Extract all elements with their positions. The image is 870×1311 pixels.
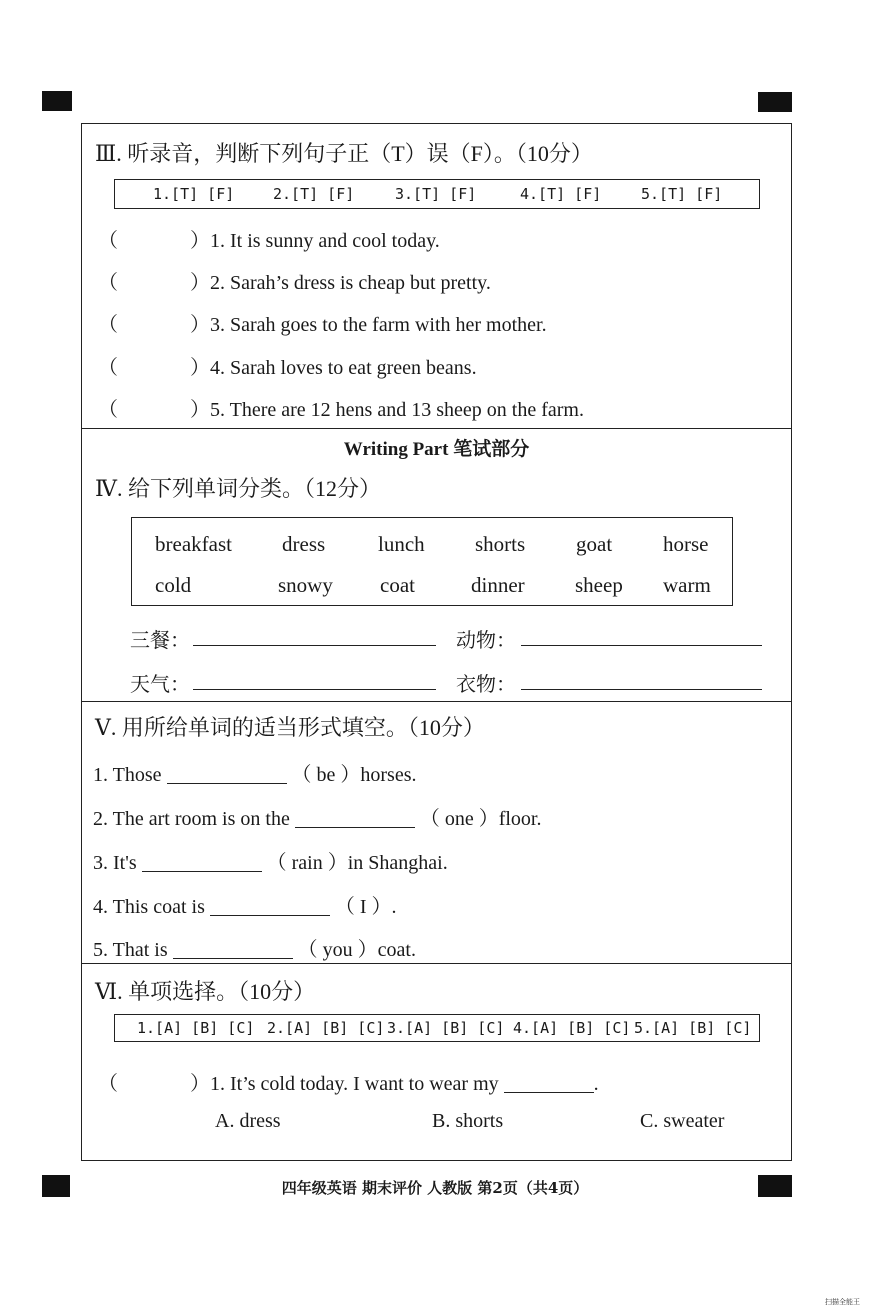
tf-item-5: （ ）5. There are 12 hens and 13 sheep on the farm. bbox=[98, 399, 584, 421]
word-cold: cold bbox=[155, 573, 192, 597]
fill-item-1: 1. Those （ be ）horses. bbox=[93, 764, 417, 786]
section-4-title: Ⅳ. 给下列单词分类。（12分） bbox=[95, 476, 381, 501]
fill-item-4: 4. This coat is （ I ）. bbox=[93, 896, 397, 918]
category-clothes-label: 衣物： bbox=[456, 674, 516, 696]
option-a[interactable]: A. dress bbox=[215, 1110, 281, 1132]
fill-blank-2[interactable] bbox=[295, 807, 415, 828]
word-snowy: snowy bbox=[278, 573, 333, 597]
fill-item-2: 2. The art room is on the （ one ）floor. bbox=[93, 808, 542, 830]
bubble-3[interactable]: 3.[T] [F] bbox=[395, 185, 477, 203]
tf-item-3: （ ）3. Sarah goes to the farm with her mother. bbox=[98, 314, 547, 336]
page-footer: 四年级英语 期末评价 人教版 第2页（共4页） bbox=[281, 1179, 589, 1197]
fill-item-5: 5. That is （ you ）coat. bbox=[93, 939, 416, 961]
section-3 bbox=[82, 124, 791, 429]
bubble-abc-3[interactable]: 3.[A] [B] [C] bbox=[387, 1019, 505, 1037]
word-dress: dress bbox=[282, 532, 326, 556]
category-animals-label: 动物： bbox=[456, 630, 516, 652]
tf-item-4: （ ）4. Sarah loves to eat green beans. bbox=[98, 357, 477, 379]
section-6-title: Ⅵ. 单项选择。（10分） bbox=[95, 979, 316, 1004]
answer-bubbles-abc bbox=[114, 1014, 760, 1042]
bubble-abc-1[interactable]: 1.[A] [B] [C] bbox=[137, 1019, 255, 1037]
category-clothes-line[interactable] bbox=[521, 689, 762, 690]
category-weather-label: 天气： bbox=[130, 674, 190, 696]
choice-blank-1[interactable] bbox=[504, 1072, 594, 1093]
word-breakfast: breakfast bbox=[155, 532, 232, 556]
bubble-abc-5[interactable]: 5.[A] [B] [C] bbox=[634, 1019, 752, 1037]
word-dinner: dinner bbox=[471, 573, 525, 597]
bubble-5[interactable]: 5.[T] [F] bbox=[641, 185, 723, 203]
fill-blank-1[interactable] bbox=[167, 763, 287, 784]
fill-blank-5[interactable] bbox=[173, 938, 293, 959]
registration-mark-top-left bbox=[42, 91, 72, 111]
bubble-abc-2[interactable]: 2.[A] [B] [C] bbox=[267, 1019, 385, 1037]
tf-item-2: （ ）2. Sarah’s dress is cheap but pretty. bbox=[98, 272, 491, 294]
bubble-1[interactable]: 1.[T] [F] bbox=[153, 185, 235, 203]
section-3-title: Ⅲ. 听录音，判断下列句子正（T）误（F）。（10分） bbox=[95, 141, 593, 166]
option-b[interactable]: B. shorts bbox=[432, 1110, 504, 1132]
tf-item-1: （ ）1. It is sunny and cool today. bbox=[98, 230, 440, 252]
category-meals-line[interactable] bbox=[193, 645, 436, 646]
category-weather-line[interactable] bbox=[193, 689, 436, 690]
choice-question-1: （ ）1. It’s cold today. I want to wear my . bbox=[98, 1073, 599, 1095]
word-horse: horse bbox=[663, 532, 709, 556]
category-meals-label: 三餐： bbox=[130, 630, 190, 652]
word-coat: coat bbox=[380, 573, 415, 597]
category-animals-line[interactable] bbox=[521, 645, 762, 646]
section-6 bbox=[82, 964, 791, 1162]
exam-frame bbox=[81, 123, 792, 1161]
word-lunch: lunch bbox=[378, 532, 425, 556]
fill-blank-3[interactable] bbox=[142, 851, 262, 872]
registration-mark-top-right bbox=[758, 92, 792, 112]
section-4 bbox=[82, 429, 791, 702]
section-5 bbox=[82, 702, 791, 964]
word-goat: goat bbox=[576, 532, 613, 556]
word-bank bbox=[131, 517, 733, 606]
fill-blank-4[interactable] bbox=[210, 895, 330, 916]
word-shorts: shorts bbox=[475, 532, 526, 556]
word-warm: warm bbox=[663, 573, 711, 597]
option-c[interactable]: C. sweater bbox=[640, 1110, 725, 1132]
bubble-2[interactable]: 2.[T] [F] bbox=[273, 185, 355, 203]
word-sheep: sheep bbox=[575, 573, 623, 597]
answer-bubbles-tf bbox=[114, 179, 760, 209]
fill-item-3: 3. It's （ rain ）in Shanghai. bbox=[93, 852, 448, 874]
writing-part-title: Writing Part 笔试部分 bbox=[343, 439, 530, 460]
bubble-abc-4[interactable]: 4.[A] [B] [C] bbox=[513, 1019, 631, 1037]
scanner-watermark: 扫描全能王 bbox=[825, 1298, 860, 1306]
section-5-title: Ⅴ. 用所给单词的适当形式填空。（10分） bbox=[95, 715, 485, 740]
bubble-4[interactable]: 4.[T] [F] bbox=[520, 185, 602, 203]
